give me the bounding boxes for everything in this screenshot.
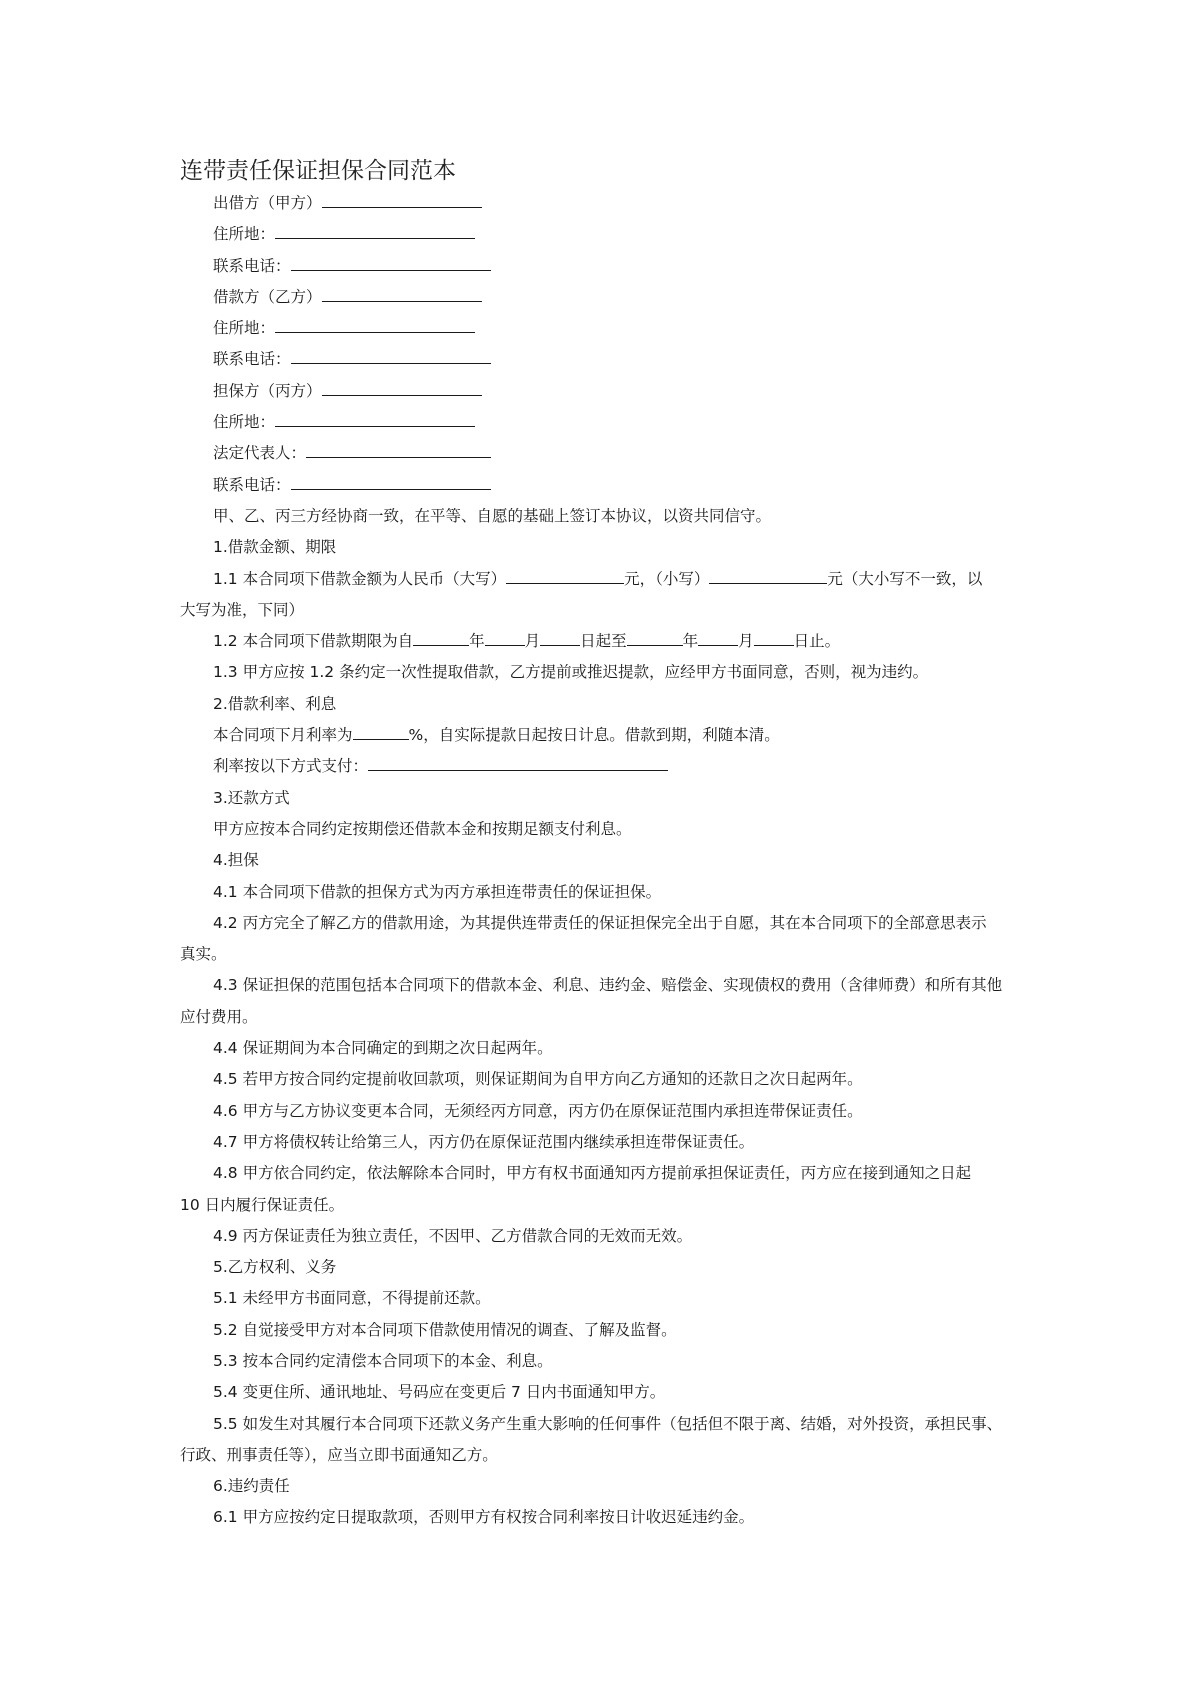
line-text: 4.8 甲方依合同约定，依法解除本合同时，甲方有权书面通知丙方提前承担保证责任，丙方应在接到通知之日起: [213, 1164, 972, 1183]
fill-in-blank[interactable]: [754, 627, 794, 646]
fill-in-blank[interactable]: [275, 408, 475, 427]
fill-in-blank[interactable]: [698, 627, 738, 646]
document-line: [180, 689, 1020, 720]
line-text: 甲、乙、丙三方经协商一致，在平等、自愿的基础上签订本协议，以资共同信守。: [213, 506, 772, 525]
line-text: 住所地：: [213, 413, 276, 432]
document-line: [180, 1221, 1020, 1252]
line-text: 4.1 本合同项下借款的担保方式为丙方承担连带责任的保证担保。: [213, 882, 662, 901]
document-line: [180, 344, 1020, 375]
document-line: [180, 1502, 1020, 1533]
line-text: 1.3 甲方应按 1.2 条约定一次性提取借款，乙方提前或推迟提款，应经甲方书面同意，否则，视为违约。: [213, 663, 929, 682]
line-text: 元，（小写）: [624, 569, 710, 588]
line-text: %，自实际提款日起按日计息。借款到期，利随本清。: [408, 726, 780, 745]
line-text: 4.7 甲方将债权转让给第三人，丙方仍在原保证范围内继续承担连带保证责任。: [213, 1132, 755, 1151]
fill-in-blank[interactable]: [540, 627, 580, 646]
line-text: 1.1 本合同项下借款金额为人民币（大写）: [213, 569, 507, 588]
line-text: 5.3 按本合同约定清偿本合同项下的本金、利息。: [213, 1351, 553, 1370]
document-line: [180, 626, 1020, 657]
line-text: 3.还款方式: [213, 788, 290, 807]
line-text: 联系电话：: [213, 475, 291, 494]
document-line: [180, 1064, 1020, 1095]
line-text: 出借方（甲方）: [213, 194, 322, 212]
document-line: [180, 1315, 1020, 1346]
document-line: [180, 1409, 1020, 1440]
fill-in-blank[interactable]: [291, 252, 491, 271]
document-line: [180, 877, 1020, 908]
fill-in-blank[interactable]: [275, 220, 475, 239]
fill-in-blank[interactable]: [291, 345, 491, 364]
document-line: [180, 532, 1020, 563]
document-line: [180, 939, 1020, 970]
line-text: 担保方（丙方）: [213, 381, 322, 400]
line-text: 利率按以下方式支付：: [213, 757, 369, 776]
line-text: 大写为准，下同）: [180, 600, 305, 619]
document-line: [180, 438, 1020, 469]
fill-in-blank[interactable]: [709, 565, 827, 584]
document-line: [180, 564, 1020, 595]
document-line: [180, 407, 1020, 438]
document-line: [180, 1346, 1020, 1377]
line-text: 2.借款利率、利息: [213, 694, 337, 713]
document-line: [180, 251, 1020, 282]
line-text: 10 日内履行保证责任。: [180, 1195, 345, 1214]
line-text: 1.借款金额、期限: [213, 538, 337, 557]
document-line: [180, 1096, 1020, 1127]
document-line: [180, 720, 1020, 751]
document-line: [180, 657, 1020, 688]
line-text: 6.1 甲方应按约定日提取款项，否则甲方有权按合同利率按日计收迟延违约金。: [213, 1508, 755, 1527]
line-text: 4.6 甲方与乙方协议变更本合同，无须经丙方同意，丙方仍在原保证范围内承担连带保证责任。: [213, 1101, 863, 1120]
line-text: 月: [738, 632, 754, 651]
line-text: 6.违约责任: [213, 1477, 290, 1496]
document-line: [180, 1377, 1020, 1408]
line-text: 5.4 变更住所、通讯地址、号码应在变更后 7 日内书面通知甲方。: [213, 1383, 666, 1402]
fill-in-blank[interactable]: [322, 377, 482, 396]
document-line: [180, 282, 1020, 313]
document-line: [180, 219, 1020, 250]
fill-in-blank[interactable]: [322, 283, 482, 302]
line-text: 行政、刑事责任等），应当立即书面通知乙方。: [180, 1445, 498, 1464]
line-text: 月: [524, 632, 541, 651]
document-line: [180, 188, 1020, 219]
line-text: 4.9 丙方保证责任为独立责任，不因甲、乙方借款合同的无效而无效。: [213, 1226, 693, 1245]
document-line: [180, 783, 1020, 814]
line-text: 本合同项下月利率为: [213, 726, 353, 745]
fill-in-blank[interactable]: [353, 721, 409, 740]
document-line: [180, 1471, 1020, 1502]
document-line: [180, 501, 1020, 532]
fill-in-blank[interactable]: [306, 439, 491, 458]
line-text: 5.2 自觉接受甲方对本合同项下借款使用情况的调查、了解及监督。: [213, 1320, 677, 1339]
document-title: 连带责任保证担保合同范本: [180, 158, 456, 184]
line-text: 联系电话：: [213, 256, 291, 275]
document-body: [180, 188, 1020, 1534]
document-line: [180, 1002, 1020, 1033]
document-line: [180, 970, 1020, 1001]
line-text: 日止。: [793, 632, 841, 651]
fill-in-blank[interactable]: [275, 314, 475, 333]
fill-in-blank[interactable]: [413, 627, 469, 646]
line-text: 5.1 未经甲方书面同意，不得提前还款。: [213, 1289, 491, 1308]
line-text: 5.5 如发生对其履行本合同项下还款义务产生重大影响的任何事件（包括但不限于离、结婚，对外投资，承担民事、: [213, 1414, 1003, 1433]
line-text: 真实。: [180, 945, 227, 964]
fill-in-blank[interactable]: [485, 627, 525, 646]
line-text: 1.2 本合同项下借款期限为自: [213, 632, 414, 651]
document-line: [180, 313, 1020, 344]
line-text: 甲方应按本合同约定按期偿还借款本金和按期足额支付利息。: [213, 819, 632, 838]
document-line: [180, 751, 1020, 782]
line-text: 4.4 保证期间为本合同确定的到期之次日起两年。: [213, 1039, 553, 1058]
line-text: 住所地：: [213, 319, 276, 338]
line-text: 4.担保: [213, 851, 259, 870]
document-line: [180, 908, 1020, 939]
document-line: [180, 376, 1020, 407]
line-text: 4.2 丙方完全了解乙方的借款用途，为其提供连带责任的保证担保完全出于自愿，其在本合同项下的全部意思表示: [213, 913, 987, 932]
line-text: 4.5 若甲方按合同约定提前收回款项，则保证期间为自甲方向乙方通知的还款日之次日起两年。: [213, 1070, 863, 1089]
fill-in-blank[interactable]: [506, 565, 624, 584]
fill-in-blank[interactable]: [291, 471, 491, 490]
line-text: 年: [469, 632, 485, 651]
fill-in-blank[interactable]: [368, 752, 668, 771]
document-line: [180, 1252, 1020, 1283]
line-text: 借款方（乙方）: [213, 287, 322, 306]
fill-in-blank[interactable]: [627, 627, 683, 646]
document-line: [180, 1033, 1020, 1064]
document-line: [180, 1158, 1020, 1189]
line-text: 元（大小写不一致，以: [827, 569, 983, 588]
document-line: [180, 845, 1020, 876]
line-text: 住所地：: [213, 225, 276, 244]
document-line: [180, 1190, 1020, 1221]
document-line: [180, 470, 1020, 501]
document-line: [180, 1127, 1020, 1158]
line-text: 4.3 保证担保的范围包括本合同项下的借款本金、利息、违约金、赔偿金、实现债权的费用（含律师费）和所有其他: [213, 976, 1003, 995]
line-text: 法定代表人：: [213, 444, 307, 463]
line-text: 应付费用。: [180, 1007, 258, 1026]
document-line: [180, 1283, 1020, 1314]
document-line: [180, 1440, 1020, 1471]
document-line: [180, 595, 1020, 626]
fill-in-blank[interactable]: [322, 189, 482, 208]
document-line: [180, 814, 1020, 845]
line-text: 联系电话：: [213, 350, 291, 369]
line-text: 年: [682, 632, 699, 651]
line-text: 日起至: [580, 632, 627, 651]
line-text: 5.乙方权利、义务: [213, 1258, 337, 1277]
